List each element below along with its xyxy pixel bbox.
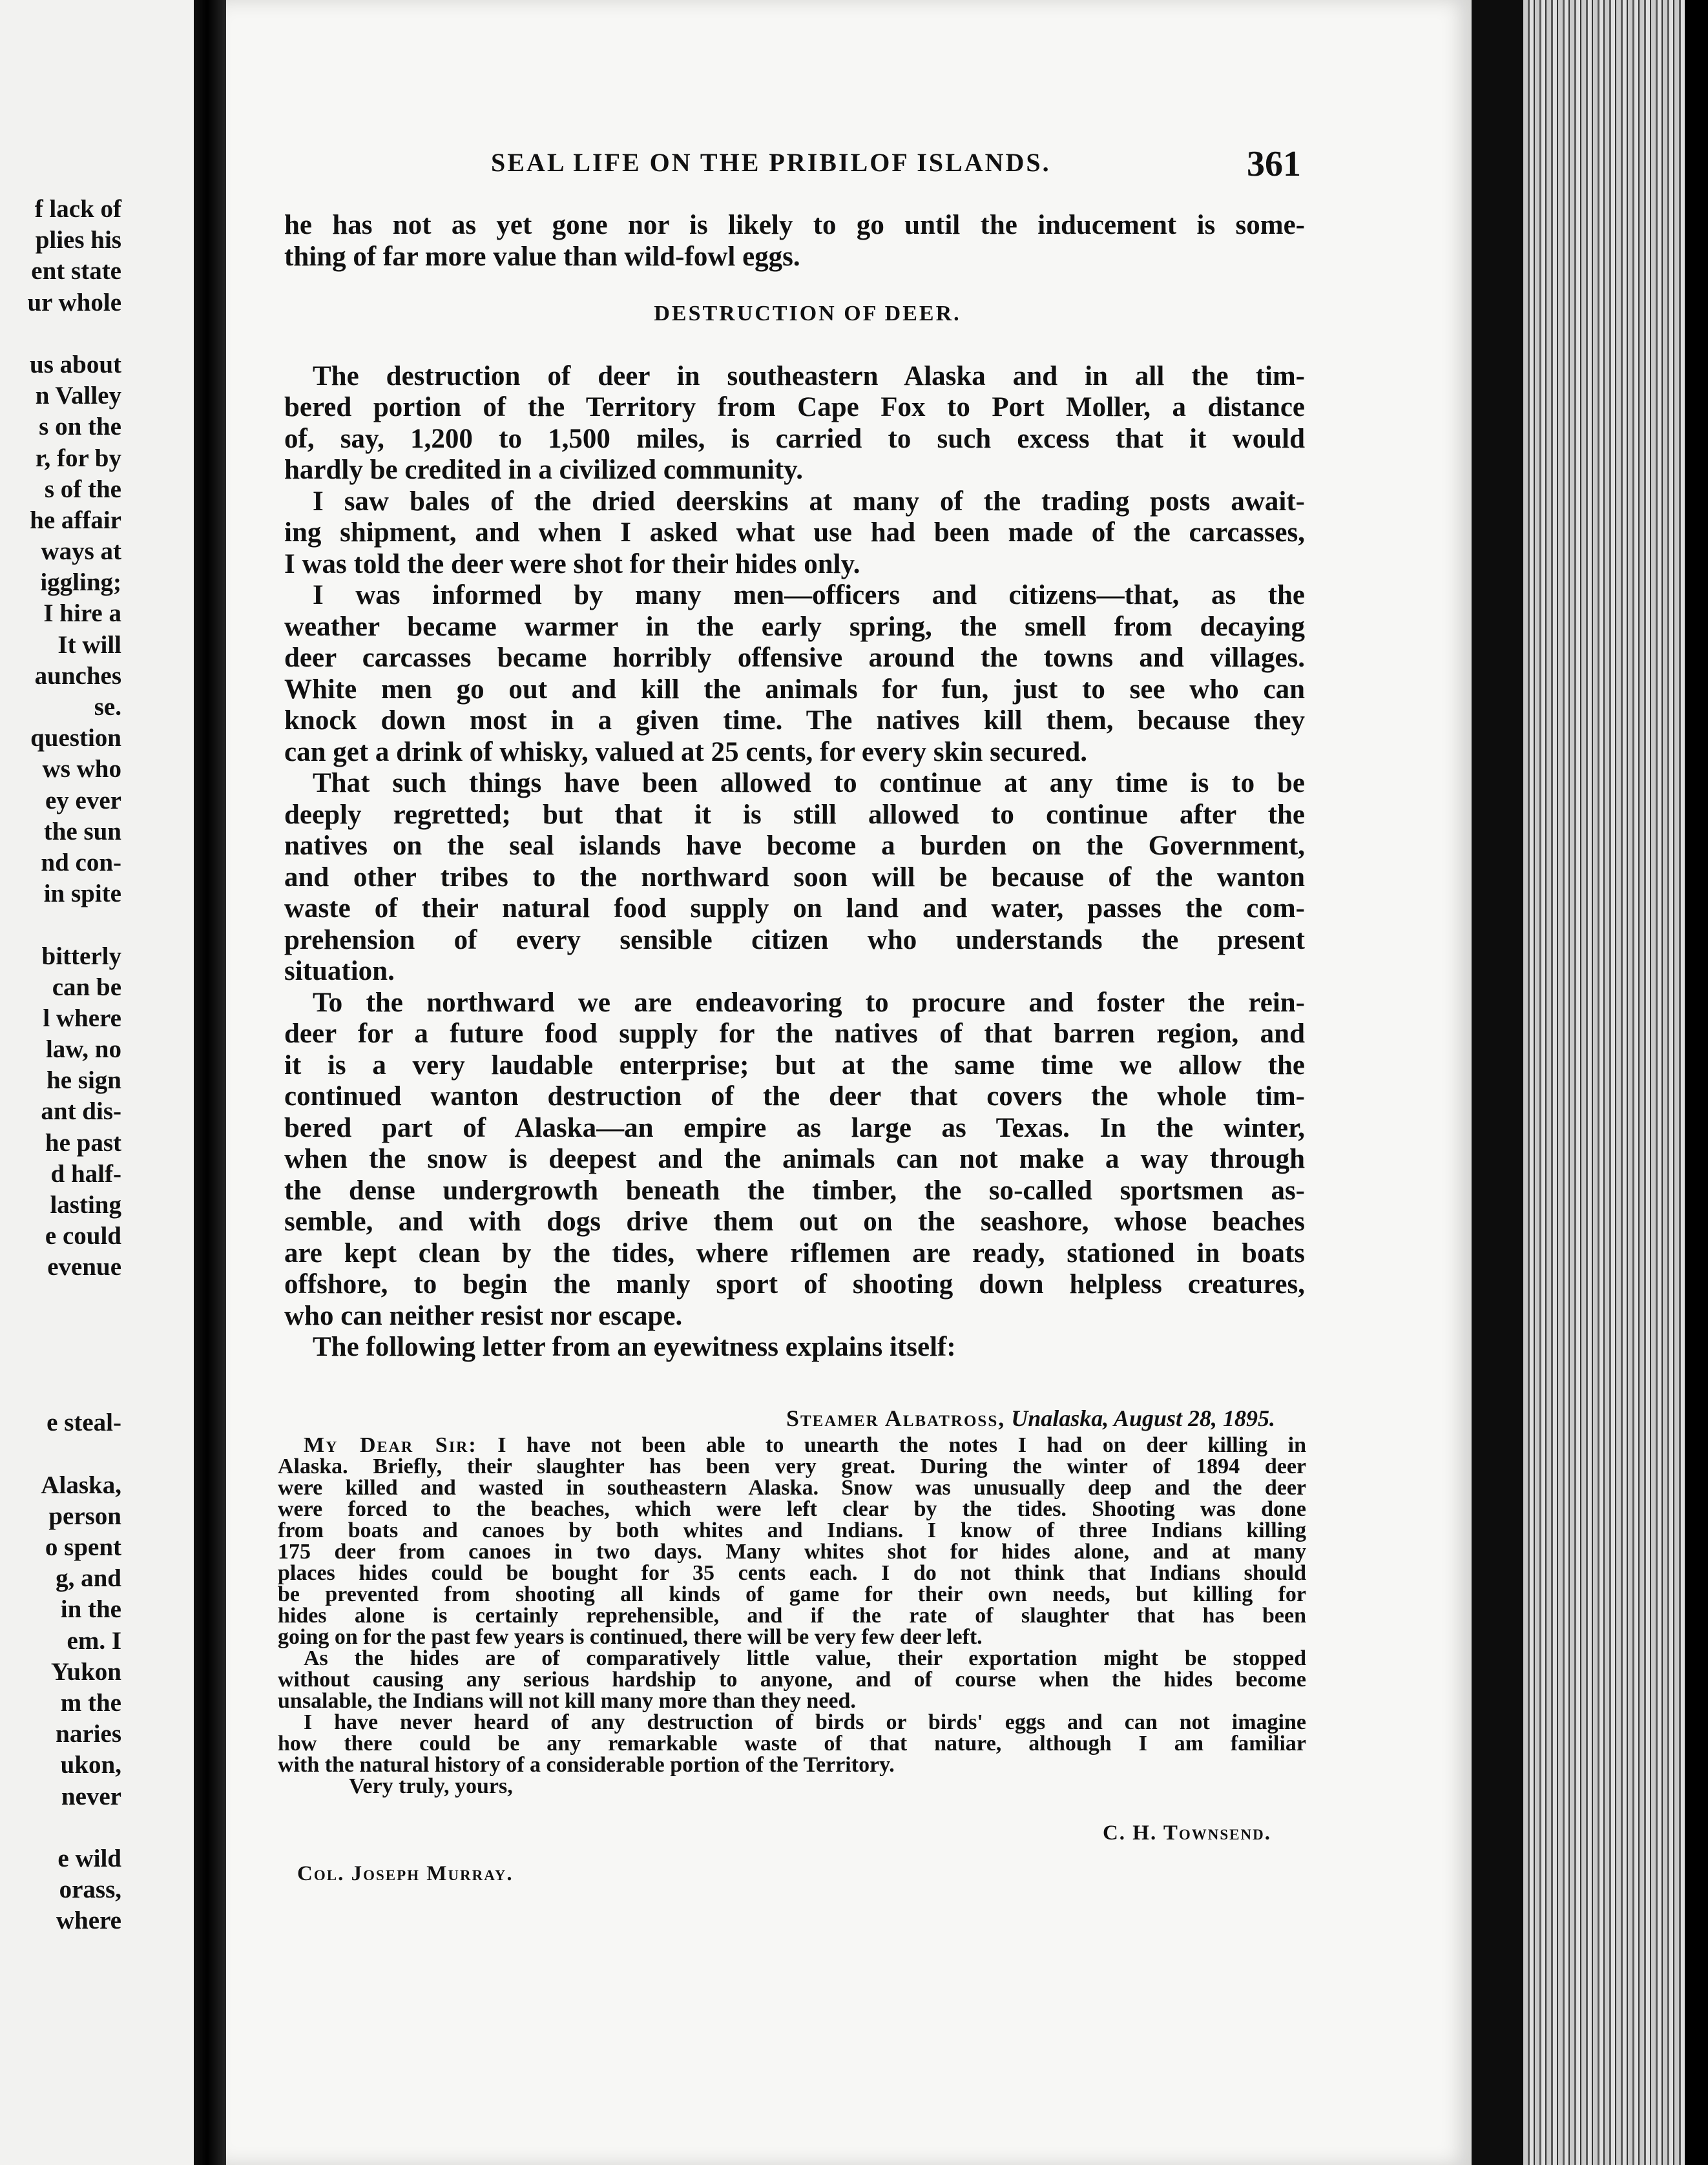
facing-page-line: se. xyxy=(94,693,121,721)
book-gutter xyxy=(194,0,227,2165)
dateline-ship: Steamer Albatross, xyxy=(786,1405,1006,1431)
facing-page-line xyxy=(0,318,121,349)
facing-page-line: he sign xyxy=(47,1066,121,1095)
paragraph-line: who can neither resist nor escape. xyxy=(284,1300,683,1331)
paragraph-line: The following letter from an eyewitness explains itself: xyxy=(313,1332,956,1362)
facing-page-line: ant dis- xyxy=(41,1097,121,1126)
facing-page-line: r, for by xyxy=(35,444,121,472)
paragraph-line: deeply regretted; but that it is still allowed to continue after the xyxy=(284,799,1305,830)
facing-page-line: n Valley xyxy=(35,382,121,410)
facing-page-line: iggling; xyxy=(40,568,121,597)
page-number: 361 xyxy=(1247,144,1301,184)
running-head: SEAL LIFE ON THE PRIBILOF ISLANDS. xyxy=(491,148,1051,177)
intro-line: he has not as yet gone nor is likely to go until the inducement is some- xyxy=(284,210,1305,240)
facing-page-line xyxy=(0,909,121,940)
letter-line: how there could be any remarkable waste of that nature, although I am familiar xyxy=(278,1732,1306,1756)
facing-page-line: ukon, xyxy=(60,1751,121,1779)
letter-addressee: Col. Joseph Murray. xyxy=(297,1862,514,1885)
facing-page-line: d half- xyxy=(50,1159,121,1188)
paragraph-line: hardly be credited in a civilized community. xyxy=(284,455,804,485)
letter-closing: Very truly, yours, xyxy=(349,1774,513,1798)
paragraph-line: deer for a future food supply for the natives of that barren region, and xyxy=(284,1019,1305,1049)
facing-page-line: s on the xyxy=(39,413,121,441)
facing-page-line xyxy=(0,1345,121,1376)
facing-page-line: ur whole xyxy=(27,288,121,316)
facing-page-line: naries xyxy=(56,1720,121,1748)
paragraph-line: weather became warmer in the early spring, the smell from decaying xyxy=(284,611,1305,642)
letter-first-line-text: I have not been able to unearth the notes I had on deer killing in xyxy=(497,1433,1307,1457)
facing-page-line: never xyxy=(61,1782,121,1810)
facing-page-line: Alaska, xyxy=(41,1471,121,1499)
facing-page-line: nd con- xyxy=(41,848,121,876)
facing-page-line: question xyxy=(30,724,121,752)
facing-page-line: ws who xyxy=(42,755,121,783)
facing-page-line: can be xyxy=(52,973,121,1001)
facing-page-text xyxy=(0,194,121,1937)
letter-line: As the hides are of comparatively little value, their exportation might be stopped xyxy=(304,1646,1306,1670)
facing-page-line: ey ever xyxy=(45,786,121,814)
facing-page-line xyxy=(0,1314,121,1345)
facing-page-line: where xyxy=(56,1907,121,1935)
letter-line: Alaska. Briefly, their slaughter has been very great. During the winter of 1894 deer xyxy=(278,1455,1306,1478)
facing-page-line: he past xyxy=(45,1128,121,1157)
paragraph-line: can get a drink of whisky, valued at 25 cents, for every skin secured. xyxy=(284,736,1088,767)
paragraph-line: situation. xyxy=(284,956,395,986)
facing-page xyxy=(0,0,194,2165)
letter-body xyxy=(278,1435,1306,1776)
intro-paragraph xyxy=(284,210,1305,273)
facing-page-line: m the xyxy=(60,1689,121,1717)
facing-page-line: e steal- xyxy=(47,1409,121,1437)
paragraph-line: natives on the seal islands have become a burden on the Government, xyxy=(284,831,1305,861)
letter xyxy=(278,1405,1307,1885)
paragraph-line: of, say, 1,200 to 1,500 miles, is carried to such excess that it would xyxy=(284,423,1305,454)
facing-page-line: orass, xyxy=(59,1876,121,1904)
paragraph-line: waste of their natural food supply on land and water, passes the com- xyxy=(284,893,1305,924)
paragraph-line: bered portion of the Territory from Cape Fox to Port Moller, a distance xyxy=(284,392,1305,422)
letter-line: I have never heard of any destruction of birds or birds' eggs and can not imagine xyxy=(304,1710,1306,1734)
facing-page-line: evenue xyxy=(47,1253,121,1281)
letter-line: unsalable, the Indians will not kill many more than they need. xyxy=(278,1689,856,1713)
facing-page-line: law, no xyxy=(45,1035,121,1064)
facing-page-line: in the xyxy=(60,1595,121,1624)
paragraph-line: ing shipment, and when I asked what use had been made of the carcasses, xyxy=(284,517,1305,548)
facing-page-line: s of the xyxy=(44,475,121,503)
paragraph-line: prehension of every sensible citizen who understands the present xyxy=(284,924,1305,955)
facing-page-line: he affair xyxy=(30,506,121,534)
paragraph-line: it is a very laudable enterprise; but at the same time we allow the xyxy=(284,1050,1305,1081)
paragraph-line: semble, and with dogs drive them out on the seashore, whose beaches xyxy=(284,1207,1305,1237)
letter-dateline xyxy=(278,1405,1306,1431)
facing-page-line: l where xyxy=(43,1004,121,1032)
facing-page-line xyxy=(0,1439,121,1470)
letter-line xyxy=(278,1435,1306,1456)
body-text xyxy=(284,210,1305,1363)
paragraph-line: the dense undergrowth beneath the timber, the so-called sportsmen as- xyxy=(284,1175,1305,1206)
facing-page-line: ways at xyxy=(41,537,121,566)
facing-page-line: It will xyxy=(57,630,121,659)
facing-page-line: g, and xyxy=(56,1564,121,1593)
facing-page-line: the sun xyxy=(43,817,121,845)
facing-page-line: bitterly xyxy=(41,942,121,970)
facing-page-line: us about xyxy=(30,350,121,378)
facing-page-line: I hire a xyxy=(43,599,121,628)
paragraph-line: I was told the deer were shot for their hides only. xyxy=(284,548,860,579)
facing-page-line: aunches xyxy=(34,661,121,690)
facing-page-line: plies his xyxy=(35,226,121,254)
section-paragraphs xyxy=(284,361,1305,1363)
stacked-page-edges xyxy=(1523,0,1685,2165)
letter-line: going on for the past few years is continued, there will be very few deer left. xyxy=(278,1625,983,1649)
paragraph-line: are kept clean by the tides, where riflemen are ready, stationed in boats xyxy=(284,1238,1305,1269)
page-edge-shadow xyxy=(1472,0,1523,2165)
letter-line: with the natural history of a considerable portion of the Territory. xyxy=(278,1753,895,1777)
letter-line: without causing any serious hardship to anyone, and of course when the hides become xyxy=(278,1668,1306,1692)
letter-signature: C. H. Townsend. xyxy=(1102,1821,1271,1845)
letter-line: hides alone is certainly reprehensible, and if the rate of slaughter that has been xyxy=(278,1604,1306,1628)
paragraph-line: To the northward we are endeavoring to procure and foster the rein- xyxy=(313,987,1305,1018)
section-title: DESTRUCTION OF DEER. xyxy=(654,302,961,326)
facing-page-line: e could xyxy=(45,1222,121,1250)
paragraph-line: when the snow is deepest and the animals can not make a way through xyxy=(284,1144,1305,1174)
facing-page-line: in spite xyxy=(43,880,121,908)
paragraph-line: That such things have been allowed to continue at any time is to be xyxy=(313,768,1305,798)
intro-line: thing of far more value than wild-fowl eggs. xyxy=(284,241,800,272)
paragraph-line: White men go out and kill the animals for fun, just to see who can xyxy=(284,674,1305,705)
right-margin xyxy=(1685,0,1708,2165)
facing-page-line: em. I xyxy=(67,1626,121,1655)
paragraph-line: continued wanton destruction of the deer that covers the whole tim- xyxy=(284,1081,1305,1112)
letter-line: 175 deer from canoes in two days. Many whites shot for hides alone, and at many xyxy=(278,1540,1306,1564)
letter-line: places hides could be bought for 35 cents each. I do not think that Indians should xyxy=(278,1561,1306,1585)
paragraph-line: offshore, to begin the manly sport of shooting down helpless creatures, xyxy=(284,1269,1305,1300)
paragraph-line: bered part of Alaska—an empire as large as Texas. In the winter, xyxy=(284,1112,1305,1143)
facing-page-line: e wild xyxy=(57,1844,121,1872)
paragraph-line: knock down most in a given time. The natives kill them, because they xyxy=(284,705,1305,736)
paragraph-line: The destruction of deer in southeastern Alaska and in all the tim- xyxy=(313,360,1305,391)
facing-page-line: Yukon xyxy=(50,1657,121,1686)
facing-page-line: ent state xyxy=(31,257,121,285)
letter-line: from boats and canoes by both whites and Indians. I know of three Indians killing xyxy=(278,1518,1306,1542)
facing-page-line xyxy=(0,1283,121,1314)
facing-page-line: person xyxy=(48,1502,121,1530)
paragraph-line: I saw bales of the dried deerskins at many of the trading posts await- xyxy=(313,486,1305,517)
paragraph-line: and other tribes to the northward soon will be because of the wanton xyxy=(284,862,1305,893)
facing-page-line xyxy=(0,1812,121,1843)
facing-page-line: lasting xyxy=(50,1191,121,1219)
paragraph-line: I was informed by many men—officers and citizens—that, as the xyxy=(313,580,1305,610)
facing-page-line: o spent xyxy=(45,1533,121,1562)
letter-salutation: My Dear Sir: xyxy=(304,1433,477,1457)
dateline-place: Unalaska, August 28, 1895. xyxy=(1011,1405,1275,1431)
paragraph-line: deer carcasses became horribly offensive around the towns and villages. xyxy=(284,643,1305,673)
facing-page-line xyxy=(0,1376,121,1407)
letter-line: were killed and wasted in southeastern Alaska. Snow was unusually deep and the deer xyxy=(278,1476,1306,1500)
letter-line: were forced to the beaches, which were left clear by the tides. Shooting was done xyxy=(278,1497,1306,1521)
letter-line: be prevented from shooting all kinds of game for their own needs, but killing for xyxy=(278,1582,1306,1606)
facing-page-line: f lack of xyxy=(34,195,121,223)
